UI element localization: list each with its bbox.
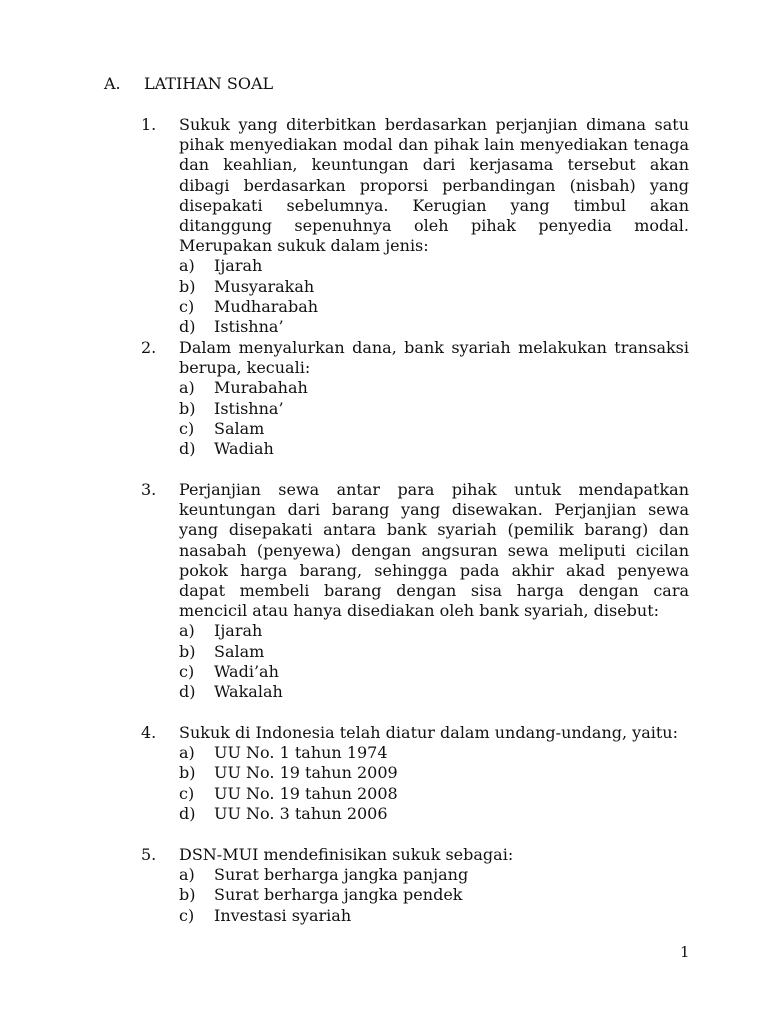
option-b	[179, 885, 689, 905]
section-heading	[104, 74, 273, 94]
option-text: Salam	[214, 418, 265, 438]
option-letter: b)	[179, 763, 196, 783]
option-text: Surat berharga jangka panjang	[214, 865, 469, 885]
option-d	[179, 682, 689, 702]
option-a	[179, 621, 689, 641]
option-text: Ijarah	[214, 621, 263, 641]
option-letter: b)	[179, 641, 196, 661]
option-list	[179, 378, 689, 459]
option-a	[179, 378, 689, 398]
option-text: Mudharabah	[214, 296, 319, 316]
option-list	[179, 256, 689, 337]
option-letter: c)	[179, 783, 195, 803]
option-letter: a)	[179, 743, 195, 763]
question-text: DSN-MUI mendefinisikan sukuk sebagai:	[179, 845, 514, 864]
question-number: 1.	[141, 115, 157, 134]
option-letter: c)	[179, 661, 195, 681]
question-text: Sukuk di Indonesia telah diatur dalam undang-undang, yaitu:	[179, 723, 678, 742]
option-b	[179, 642, 689, 662]
option-text: Murabahah	[214, 378, 308, 398]
option-letter: b)	[179, 885, 196, 905]
option-text: Wakalah	[214, 682, 283, 702]
option-letter: d)	[179, 317, 196, 337]
question-3	[141, 480, 689, 702]
option-c	[179, 784, 689, 804]
option-letter: c)	[179, 296, 195, 316]
option-list	[179, 743, 689, 824]
question-text: Dalam menyalurkan dana, bank syariah melakukan transaksi berupa, kecuali:	[179, 338, 689, 378]
option-text: Ijarah	[214, 256, 263, 276]
option-letter: d)	[179, 803, 196, 823]
option-letter: b)	[179, 398, 196, 418]
page-number: 1	[680, 943, 690, 961]
option-letter: d)	[179, 682, 196, 702]
option-text: Surat berharga jangka pendek	[214, 885, 463, 905]
question-1	[141, 115, 689, 337]
option-letter: c)	[179, 418, 195, 438]
option-c	[179, 297, 689, 317]
option-list	[179, 621, 689, 702]
option-a	[179, 256, 689, 276]
option-letter: a)	[179, 621, 195, 641]
question-number: 3.	[141, 480, 157, 499]
question-text: Perjanjian sewa antar para pihak untuk mendapatkan keuntungan dari barang yang disewakan. Perjanjian sewa yang disepakati antara bank syariah (pemilik barang) dan nasabah (penyewa) dengan angsuran sewa meliputi cicilan pokok harga barang, sehingga pada akhir akad penyewa dapat membeli barang dengan sisa harga dengan cara mencicil atau hanya disediakan oleh bank syariah, disebut:	[179, 480, 689, 621]
question-2	[141, 338, 689, 459]
question-4	[141, 723, 689, 824]
option-c	[179, 662, 689, 682]
question-number: 4.	[141, 723, 157, 742]
question-number: 5.	[141, 845, 157, 864]
option-text: Salam	[214, 641, 265, 661]
question-number: 2.	[141, 338, 157, 357]
option-text: Musyarakah	[214, 276, 315, 296]
option-list	[179, 865, 689, 926]
option-letter: a)	[179, 256, 195, 276]
option-c	[179, 419, 689, 439]
option-text: Investasi syariah	[214, 905, 352, 925]
option-text: Istishna’	[214, 317, 284, 337]
option-letter: b)	[179, 276, 196, 296]
option-text: UU No. 19 tahun 2008	[214, 783, 398, 803]
option-d	[179, 804, 689, 824]
option-d	[179, 439, 689, 459]
option-text: Wadi’ah	[214, 661, 279, 681]
question-text: Sukuk yang diterbitkan berdasarkan perjanjian dimana satu pihak menyediakan modal dan pihak lain menyediakan tenaga dan keahlian, keuntungan dari kerjasama tersebut akan dibagi berdasarkan proporsi perbandingan (nisbah) yang disepakati sebelumnya. Kerugian yang timbul akan ditanggung sepenuhnya oleh pihak penyedia modal. Merupakan sukuk dalam jenis:	[179, 115, 689, 256]
option-d	[179, 317, 689, 337]
option-b	[179, 763, 689, 783]
option-a	[179, 743, 689, 763]
option-text: Istishna’	[214, 398, 284, 418]
option-letter: a)	[179, 378, 195, 398]
option-b	[179, 399, 689, 419]
option-b	[179, 277, 689, 297]
option-text: Wadiah	[214, 439, 274, 459]
option-letter: c)	[179, 905, 195, 925]
option-text: UU No. 3 tahun 2006	[214, 803, 388, 823]
option-text: UU No. 19 tahun 2009	[214, 763, 398, 783]
option-letter: a)	[179, 865, 195, 885]
option-letter: d)	[179, 439, 196, 459]
section-letter: A.	[104, 74, 121, 93]
section-title: LATIHAN SOAL	[144, 74, 274, 93]
option-c	[179, 906, 689, 926]
question-5	[141, 845, 689, 926]
option-a	[179, 865, 689, 885]
option-text: UU No. 1 tahun 1974	[214, 743, 388, 763]
